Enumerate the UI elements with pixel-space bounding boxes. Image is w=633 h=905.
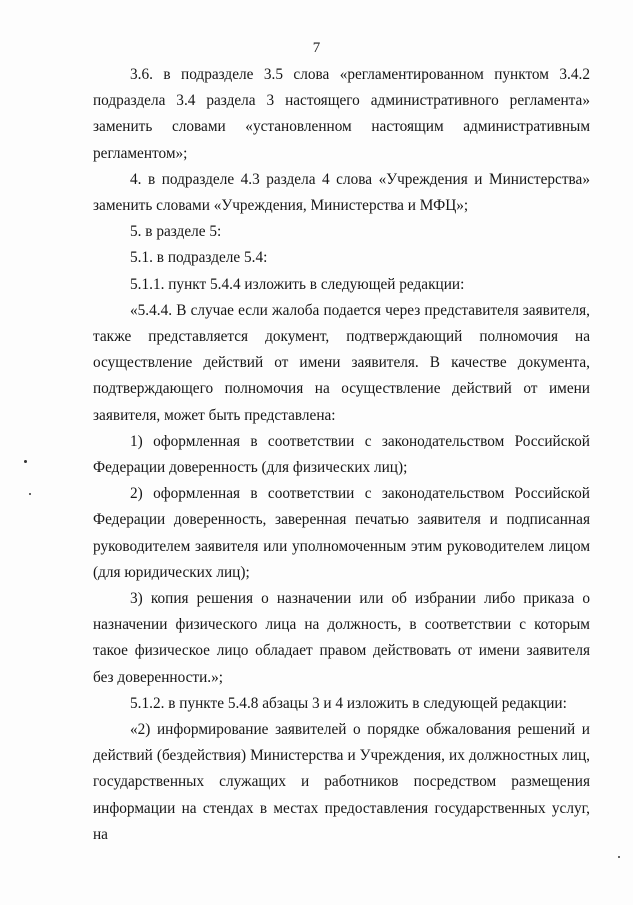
paragraph-5-1-1: 5.1.1. пункт 5.4.4 изложить в следующей редакции: bbox=[130, 275, 465, 293]
scan-speck bbox=[24, 460, 27, 463]
paragraph-quote-2: «2) информирование заявителей о порядке обжалования решений и действий (бездействия) Министерства и Учреждения, их должностных лиц, государственных служащих и работников посредством размещения информации на стендах в местах предоставления государственных услуг, на bbox=[93, 721, 590, 843]
paragraph-5: 5. в разделе 5: bbox=[130, 223, 222, 241]
paragraph-3-6: 3.6. в подразделе 3.5 слова «регламентированном пунктом 3.4.2 подраздела 3.4 раздела 3 настоящего административного регламента» заменить словами «установленном настоящим административным регламентом»; bbox=[93, 66, 590, 162]
scan-speck bbox=[618, 856, 620, 858]
paragraph-5-1: 5.1. в подразделе 5.4: bbox=[130, 249, 268, 267]
list-item-2: 2) оформленная в соответствии с законодательством Российской Федерации доверенность, заверенная печатью заявителя и подписанная руководителем заявителя или уполномоченным этим руководителем лицом (для юридических лиц); bbox=[93, 485, 590, 581]
page-number: 7 bbox=[312, 40, 321, 56]
document-body bbox=[93, 62, 590, 848]
paragraph-4: 4. в подразделе 4.3 раздела 4 слова «Учреждения и Министерства» заменить словами «Учреждения, Министерства и МФЦ»; bbox=[93, 170, 590, 215]
scan-speck bbox=[29, 493, 31, 495]
list-item-1: 1) оформленная в соответствии с законодательством Российской Федерации доверенность (для физических лиц); bbox=[93, 432, 590, 477]
paragraph-5-4-4: «5.4.4. В случае если жалоба подается через представителя заявителя, также представляется документ, подтверждающий полномочия на осуществление действий от имени заявителя. В качестве документа, подтверждающего полномочия на осуществление действий от имени заявителя, может быть представлена: bbox=[93, 301, 590, 424]
paragraph-5-1-2: 5.1.2. в пункте 5.4.8 абзацы 3 и 4 изложить в следующей редакции: bbox=[130, 694, 567, 712]
list-item-3: 3) копия решения о назначении или об избрании либо приказа о назначении физического лица на должность, в соответствии с которым такое физическое лицо обладает правом действовать от имени заявителя без доверенности.»; bbox=[93, 590, 590, 686]
